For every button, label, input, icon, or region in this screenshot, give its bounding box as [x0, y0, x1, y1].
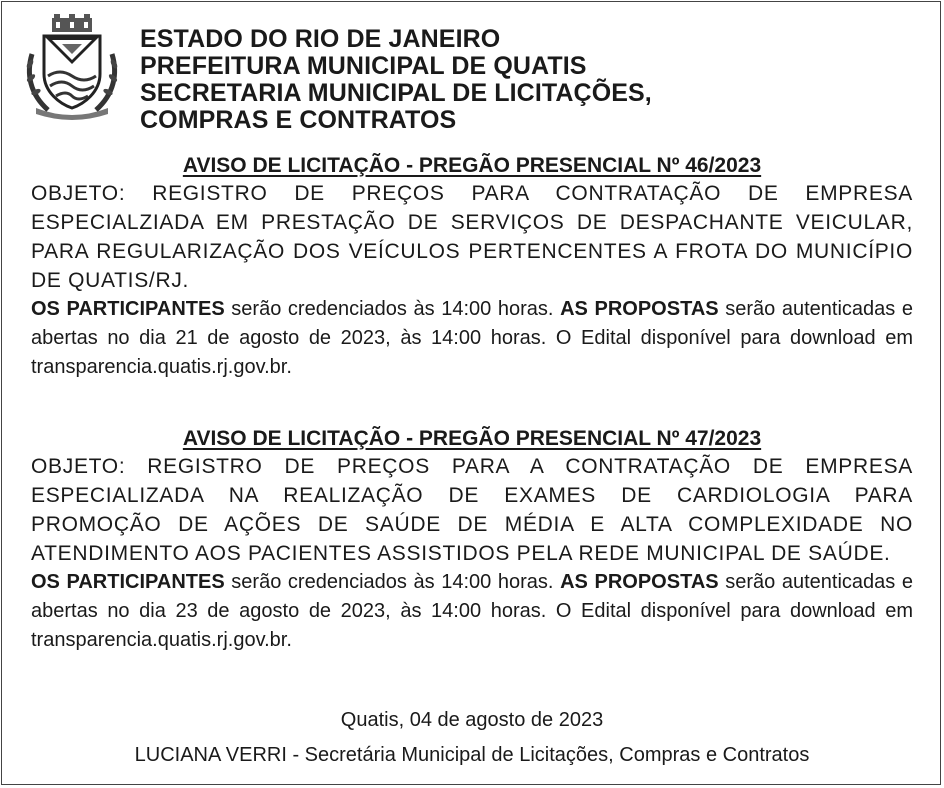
header-secretaria: SECRETARIA MUNICIPAL DE LICITAÇÕES,: [140, 79, 652, 107]
participantes-label: OS PARTICIPANTES: [31, 298, 225, 320]
aviso-title: AVISO DE LICITAÇÃO - PREGÃO PRESENCIAL Nº 46/2023: [182, 154, 762, 177]
participantes-text: serão credenciados às 14:00 horas.: [224, 298, 561, 320]
aviso-section-46: [31, 153, 913, 382]
aviso-objeto: OBJETO: REGISTRO DE PREÇOS PARA CONTRATAÇÃO DE EMPRESA ESPECIALZIADA EM PRESTAÇÃO DE SERVIÇOS DE DESPACHANTE VEICULAR, PARA REGULARIZAÇÃO DOS VEÍCULOS PERTENCENTES A FROTA DO MUNICÍPIO DE QUATIS/RJ.: [31, 182, 913, 292]
aviso-participantes: [31, 568, 913, 655]
participantes-label: OS PARTICIPANTES: [31, 571, 225, 593]
municipal-coat-of-arms-icon: [22, 14, 122, 122]
header-state: ESTADO DO RIO DE JANEIRO: [140, 25, 501, 53]
propostas-label: AS PROPOSTAS: [560, 298, 719, 320]
propostas-text: serão autenticadas e abertas no dia 23 de agosto de 2023, às 14:00 horas. O Edital disponível para download em transparencia.quatis.rj.gov.br.: [31, 571, 914, 651]
propostas-label: AS PROPOSTAS: [560, 571, 719, 593]
propostas-text: serão autenticadas e abertas no dia 21 de agosto de 2023, às 14:00 horas. O Edital disponível para download em transparencia.quatis.rj.gov.br.: [31, 298, 914, 378]
aviso-objeto: OBJETO: REGISTRO DE PREÇOS PARA A CONTRATAÇÃO DE EMPRESA ESPECIALIZADA NA REALIZAÇÃO DE EXAMES DE CARDIOLOGIA PARA PROMOÇÃO DE AÇÕES DE SAÚDE DE MÉDIA E ALTA COMPLEXIDADE NO ATENDIMENTO AOS PACIENTES ASSISTIDOS PELA REDE MUNICIPAL DE SAÚDE.: [31, 455, 913, 565]
header: [22, 14, 922, 132]
header-prefeitura: PREFEITURA MUNICIPAL DE QUATIS: [140, 52, 587, 80]
header-secretaria-cont: COMPRAS E CONTRATOS: [140, 106, 457, 134]
header-title-block: [140, 26, 652, 134]
aviso-title: AVISO DE LICITAÇÃO - PREGÃO PRESENCIAL Nº 47/2023: [182, 427, 762, 450]
city-date: Quatis, 04 de agosto de 2023: [340, 709, 604, 731]
signature-line: LUCIANA VERRI - Secretária Municipal de Licitações, Compras e Contratos: [134, 744, 810, 766]
aviso-participantes: [31, 295, 913, 382]
aviso-section-47: [31, 426, 913, 655]
participantes-text: serão credenciados às 14:00 horas.: [224, 571, 561, 593]
